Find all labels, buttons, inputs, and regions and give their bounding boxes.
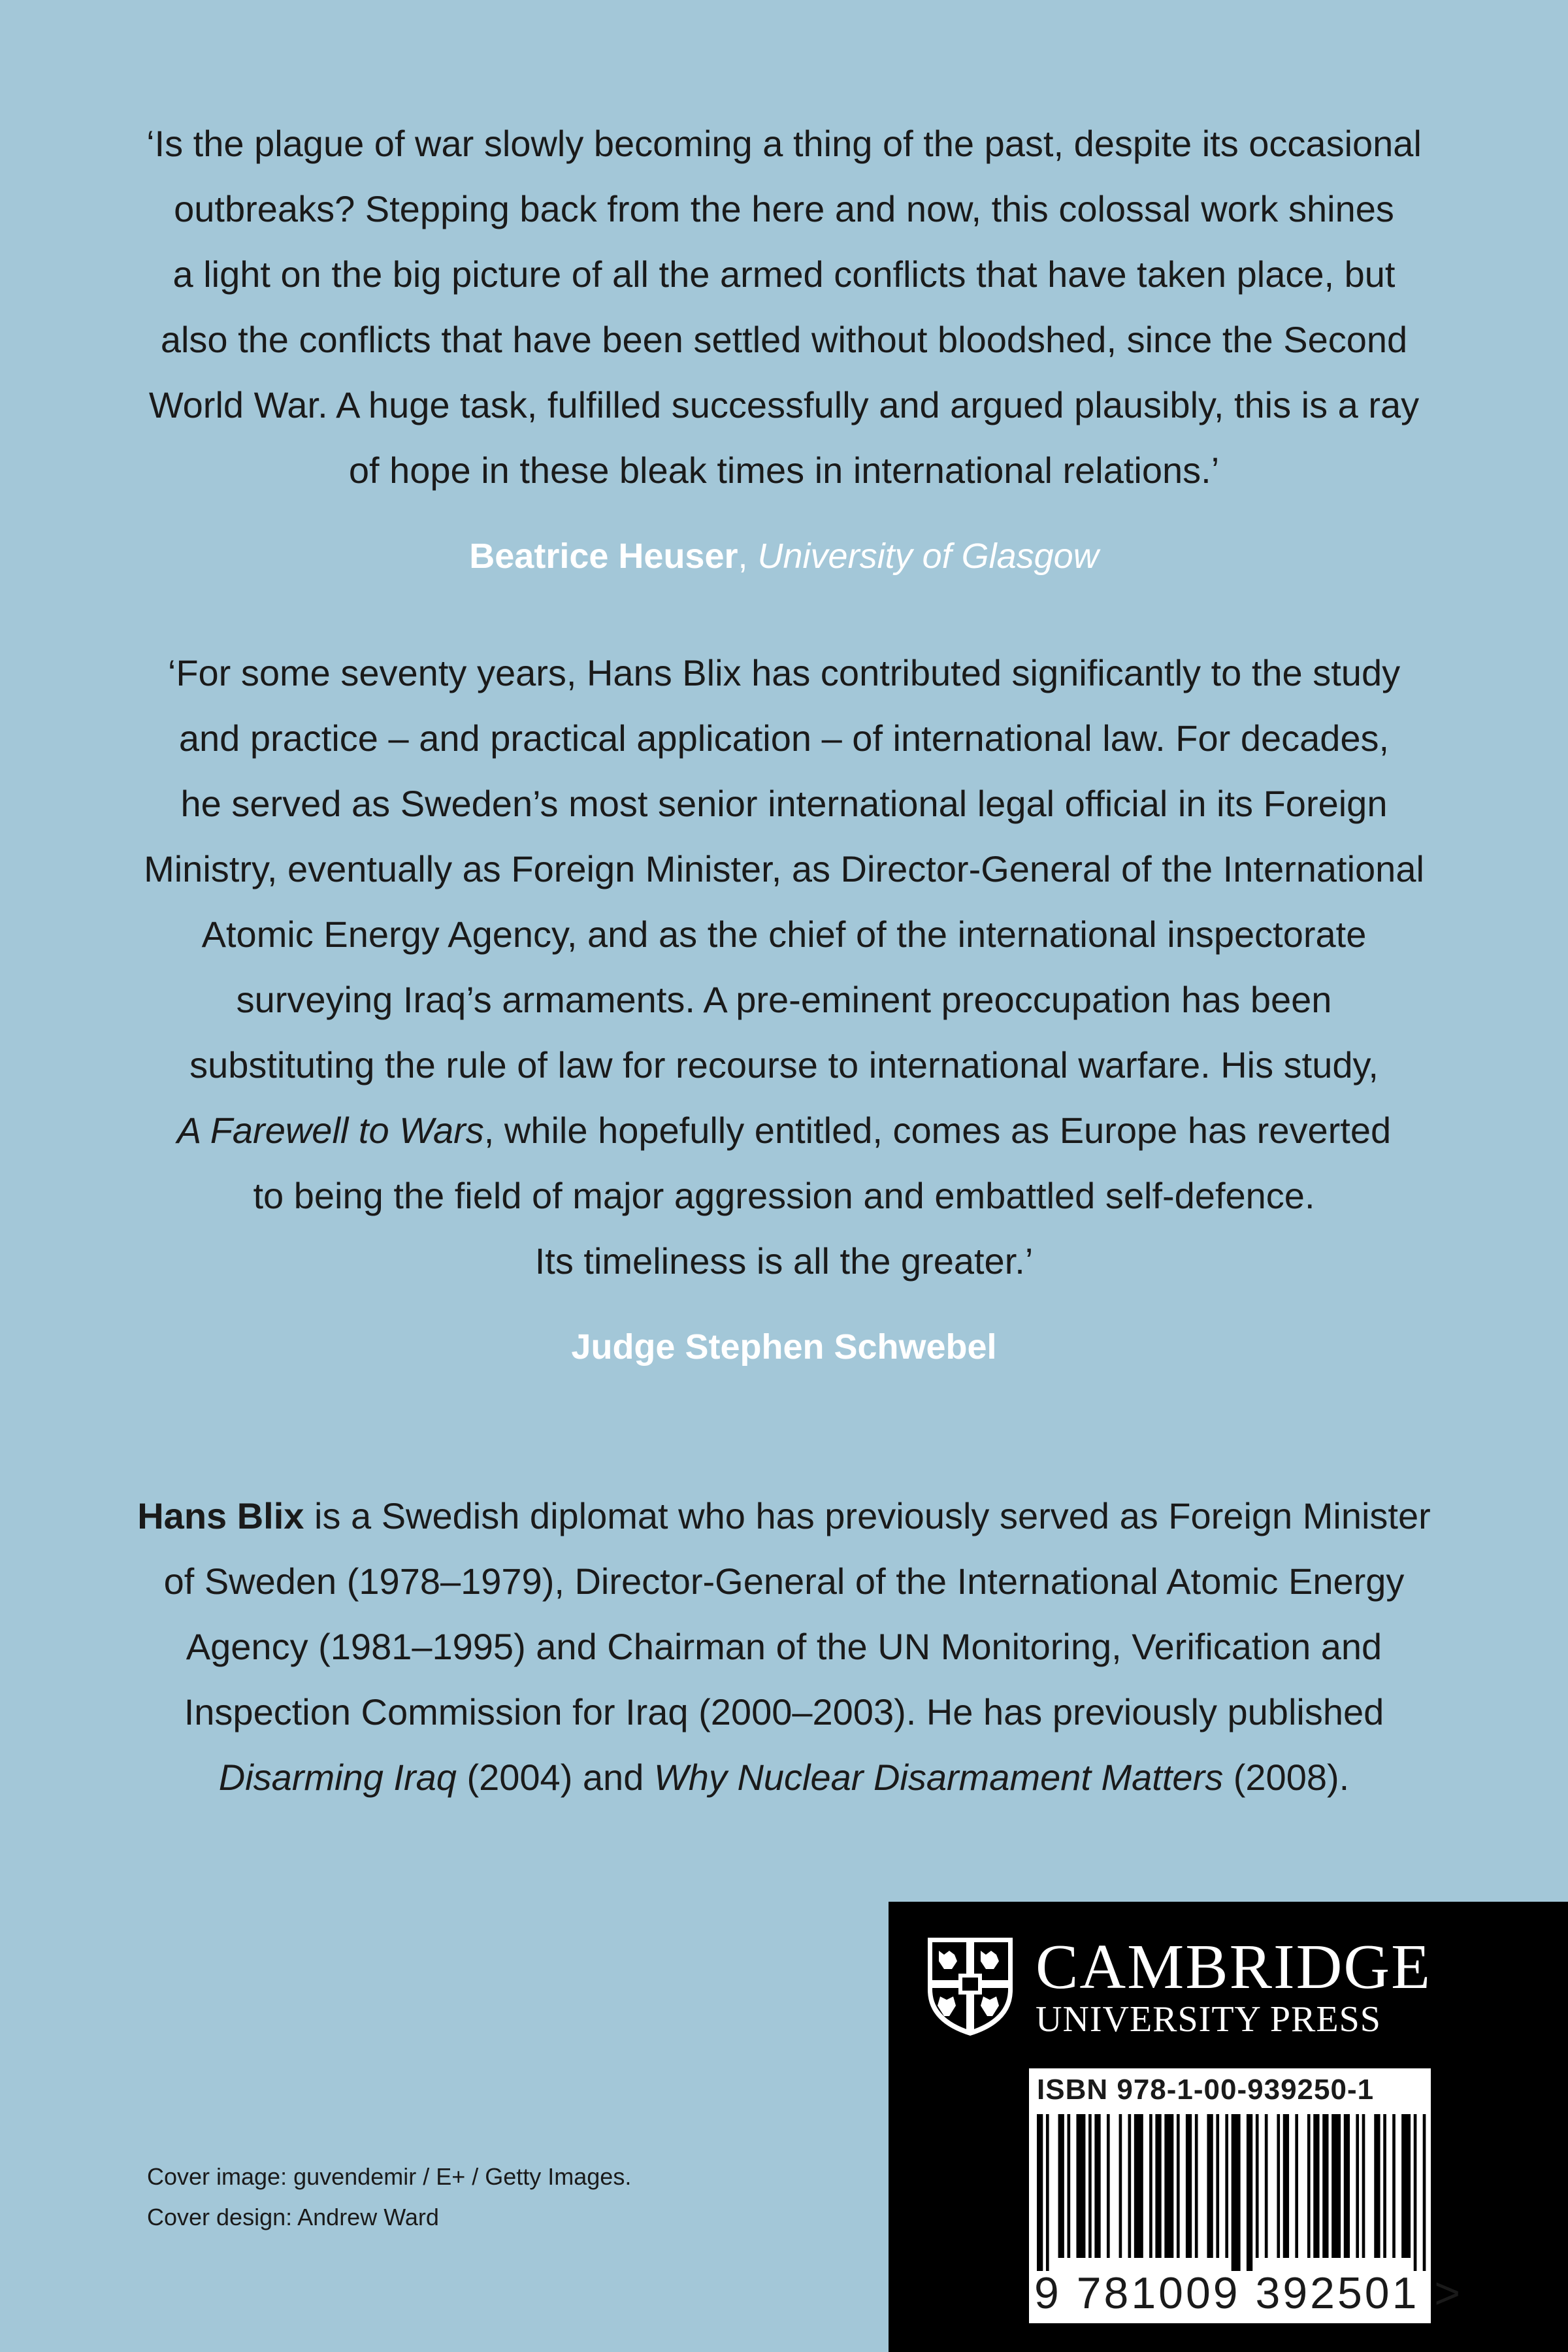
barcode-bar (1265, 2114, 1268, 2258)
barcode-bar (1107, 2114, 1110, 2258)
barcode-bar (1313, 2114, 1319, 2258)
barcode-bar (1414, 2114, 1417, 2271)
quote-line (131, 1098, 1437, 1163)
barcode-bar (1344, 2114, 1350, 2258)
barcode-bar (1283, 2114, 1289, 2258)
barcode-bar (1207, 2114, 1213, 2258)
publisher-wordmark (1036, 1934, 1431, 2039)
barcode-bar (1295, 2114, 1298, 2258)
quote-line: Its timeliness is all the greater.’ (534, 1240, 1034, 1282)
book-title: Disarming Iraq (218, 1757, 457, 1798)
quote-line: Ministry, eventually as Foreign Minister, as Director-General of the International (144, 848, 1424, 889)
bio-text: is a Swedish diplomat who has previously served as Foreign Minister (304, 1495, 1431, 1536)
cambridge-shield-icon (924, 1934, 1016, 2039)
quote-line: ‘Is the plague of war slowly becoming a thing of the past, despite its occasional (146, 123, 1422, 164)
quote-line: Atomic Energy Agency, and as the chief of the international inspectorate (201, 914, 1367, 955)
bio-line (131, 1745, 1437, 1810)
barcode-bar (1094, 2114, 1100, 2258)
publisher-logo (924, 1921, 1568, 2040)
publisher-panel (889, 1902, 1568, 2352)
barcode-bar (1322, 2114, 1328, 2258)
barcode-bar (1088, 2114, 1092, 2258)
bio-text: (2008). (1223, 1757, 1350, 1798)
barcode-bar (1392, 2114, 1396, 2258)
attribution-separator: , (738, 537, 758, 576)
barcode-bar (1119, 2114, 1122, 2258)
quote-line: of hope in these bleak times in international relations.’ (348, 450, 1220, 491)
barcode-bar (1401, 2114, 1411, 2258)
quote-beatrice-heuser (131, 111, 1437, 503)
cover-image-credit: Cover image: guvendemir / E+ / Getty Images. (147, 2163, 632, 2190)
bio-line: Inspection Commission for Iraq (2000–2003). He has previously published (184, 1691, 1384, 1732)
barcode-bar (1225, 2114, 1228, 2258)
attribution-affiliation: University of Glasgow (757, 537, 1099, 576)
quote-line: he served as Sweden’s most senior international legal official in its Foreign (180, 783, 1388, 824)
barcode-bar (1256, 2114, 1259, 2258)
barcode-bar (1068, 2114, 1071, 2258)
quote-attribution (131, 533, 1437, 579)
barcode-bar (1186, 2114, 1192, 2258)
barcode-bar (1076, 2114, 1085, 2258)
isbn-label: ISBN 978-1-00-939250-1 (1037, 2074, 1375, 2106)
barcode-bar (1128, 2114, 1132, 2258)
attribution-author: Beatrice Heuser (469, 537, 738, 576)
barcode-bar (1149, 2114, 1152, 2258)
barcode-bar (1331, 2114, 1341, 2258)
quote-line: surveying Iraq’s armaments. A pre-eminent preoccupation has been (236, 979, 1332, 1020)
publisher-name-line2: UNIVERSITY PRESS (1036, 1999, 1381, 2040)
quote-line-text: , while hopefully entitled, comes as Europe has reverted (483, 1110, 1392, 1151)
barcode-bar (1383, 2114, 1386, 2258)
isbn-barcode (1029, 2068, 1463, 2323)
quote-stephen-schwebel (131, 640, 1437, 1294)
barcode-bars-icon (1037, 2114, 1429, 2271)
author-bio (131, 1483, 1437, 1810)
quote-line: to being the field of major aggression and embattled self-defence. (253, 1175, 1315, 1216)
cover-credits (147, 2157, 631, 2238)
barcode-bar (1216, 2114, 1219, 2258)
barcode-bar (1356, 2114, 1359, 2258)
barcode-bar (1164, 2114, 1173, 2258)
barcode-bar (1058, 2114, 1064, 2258)
barcode-bar (1423, 2114, 1426, 2271)
publisher-name-line1: CAMBRIDGE (1036, 1932, 1432, 2002)
bio-text: (2004) and (456, 1757, 654, 1798)
quote-line: and practice – and practical application – of international law. For decades, (178, 718, 1390, 759)
quote-line: outbreaks? Stepping back from the here and now, this colossal work shines (174, 188, 1394, 229)
barcode-bar (1277, 2114, 1280, 2258)
barcode-bar (1247, 2114, 1252, 2271)
attribution-author: Judge Stephen Schwebel (571, 1327, 997, 1366)
quote-line: ‘For some seventy years, Hans Blix has contributed significantly to the study (167, 652, 1401, 693)
bio-line (131, 1483, 1437, 1549)
author-name: Hans Blix (137, 1495, 304, 1536)
barcode-bar (1195, 2114, 1198, 2258)
barcode-bar (1374, 2114, 1380, 2258)
book-title: Why Nuclear Disarmament Matters (653, 1757, 1224, 1798)
barcode-bar (1046, 2114, 1049, 2271)
barcode-bar (1134, 2114, 1143, 2258)
barcode-bar (1362, 2114, 1365, 2258)
barcode-bar (1307, 2114, 1311, 2258)
cover-design-credit: Cover design: Andrew Ward (147, 2204, 439, 2230)
book-title: A Farewell to Wars (176, 1110, 484, 1151)
bio-line: of Sweden (1978–1979), Director-General of the International Atomic Energy (163, 1561, 1405, 1602)
quote-line: substituting the rule of law for recourse to international warfare. His study, (189, 1044, 1379, 1085)
barcode-bar (1177, 2114, 1180, 2258)
quote-attribution (131, 1324, 1437, 1370)
quote-line: World War. A huge task, fulfilled successfully and argued plausibly, this is a ray (148, 384, 1420, 425)
barcode-bar (1155, 2114, 1161, 2258)
isbn-digits: 9 781009 392501 > (1034, 2268, 1463, 2318)
barcode-bar (1232, 2114, 1241, 2271)
quote-line: also the conflicts that have been settled without bloodshed, since the Second (160, 319, 1408, 360)
bio-line: Agency (1981–1995) and Chairman of the UN Monitoring, Verification and (186, 1626, 1382, 1667)
barcode-bar (1037, 2114, 1043, 2271)
quote-line: a light on the big picture of all the armed conflicts that have taken place, but (172, 254, 1396, 295)
